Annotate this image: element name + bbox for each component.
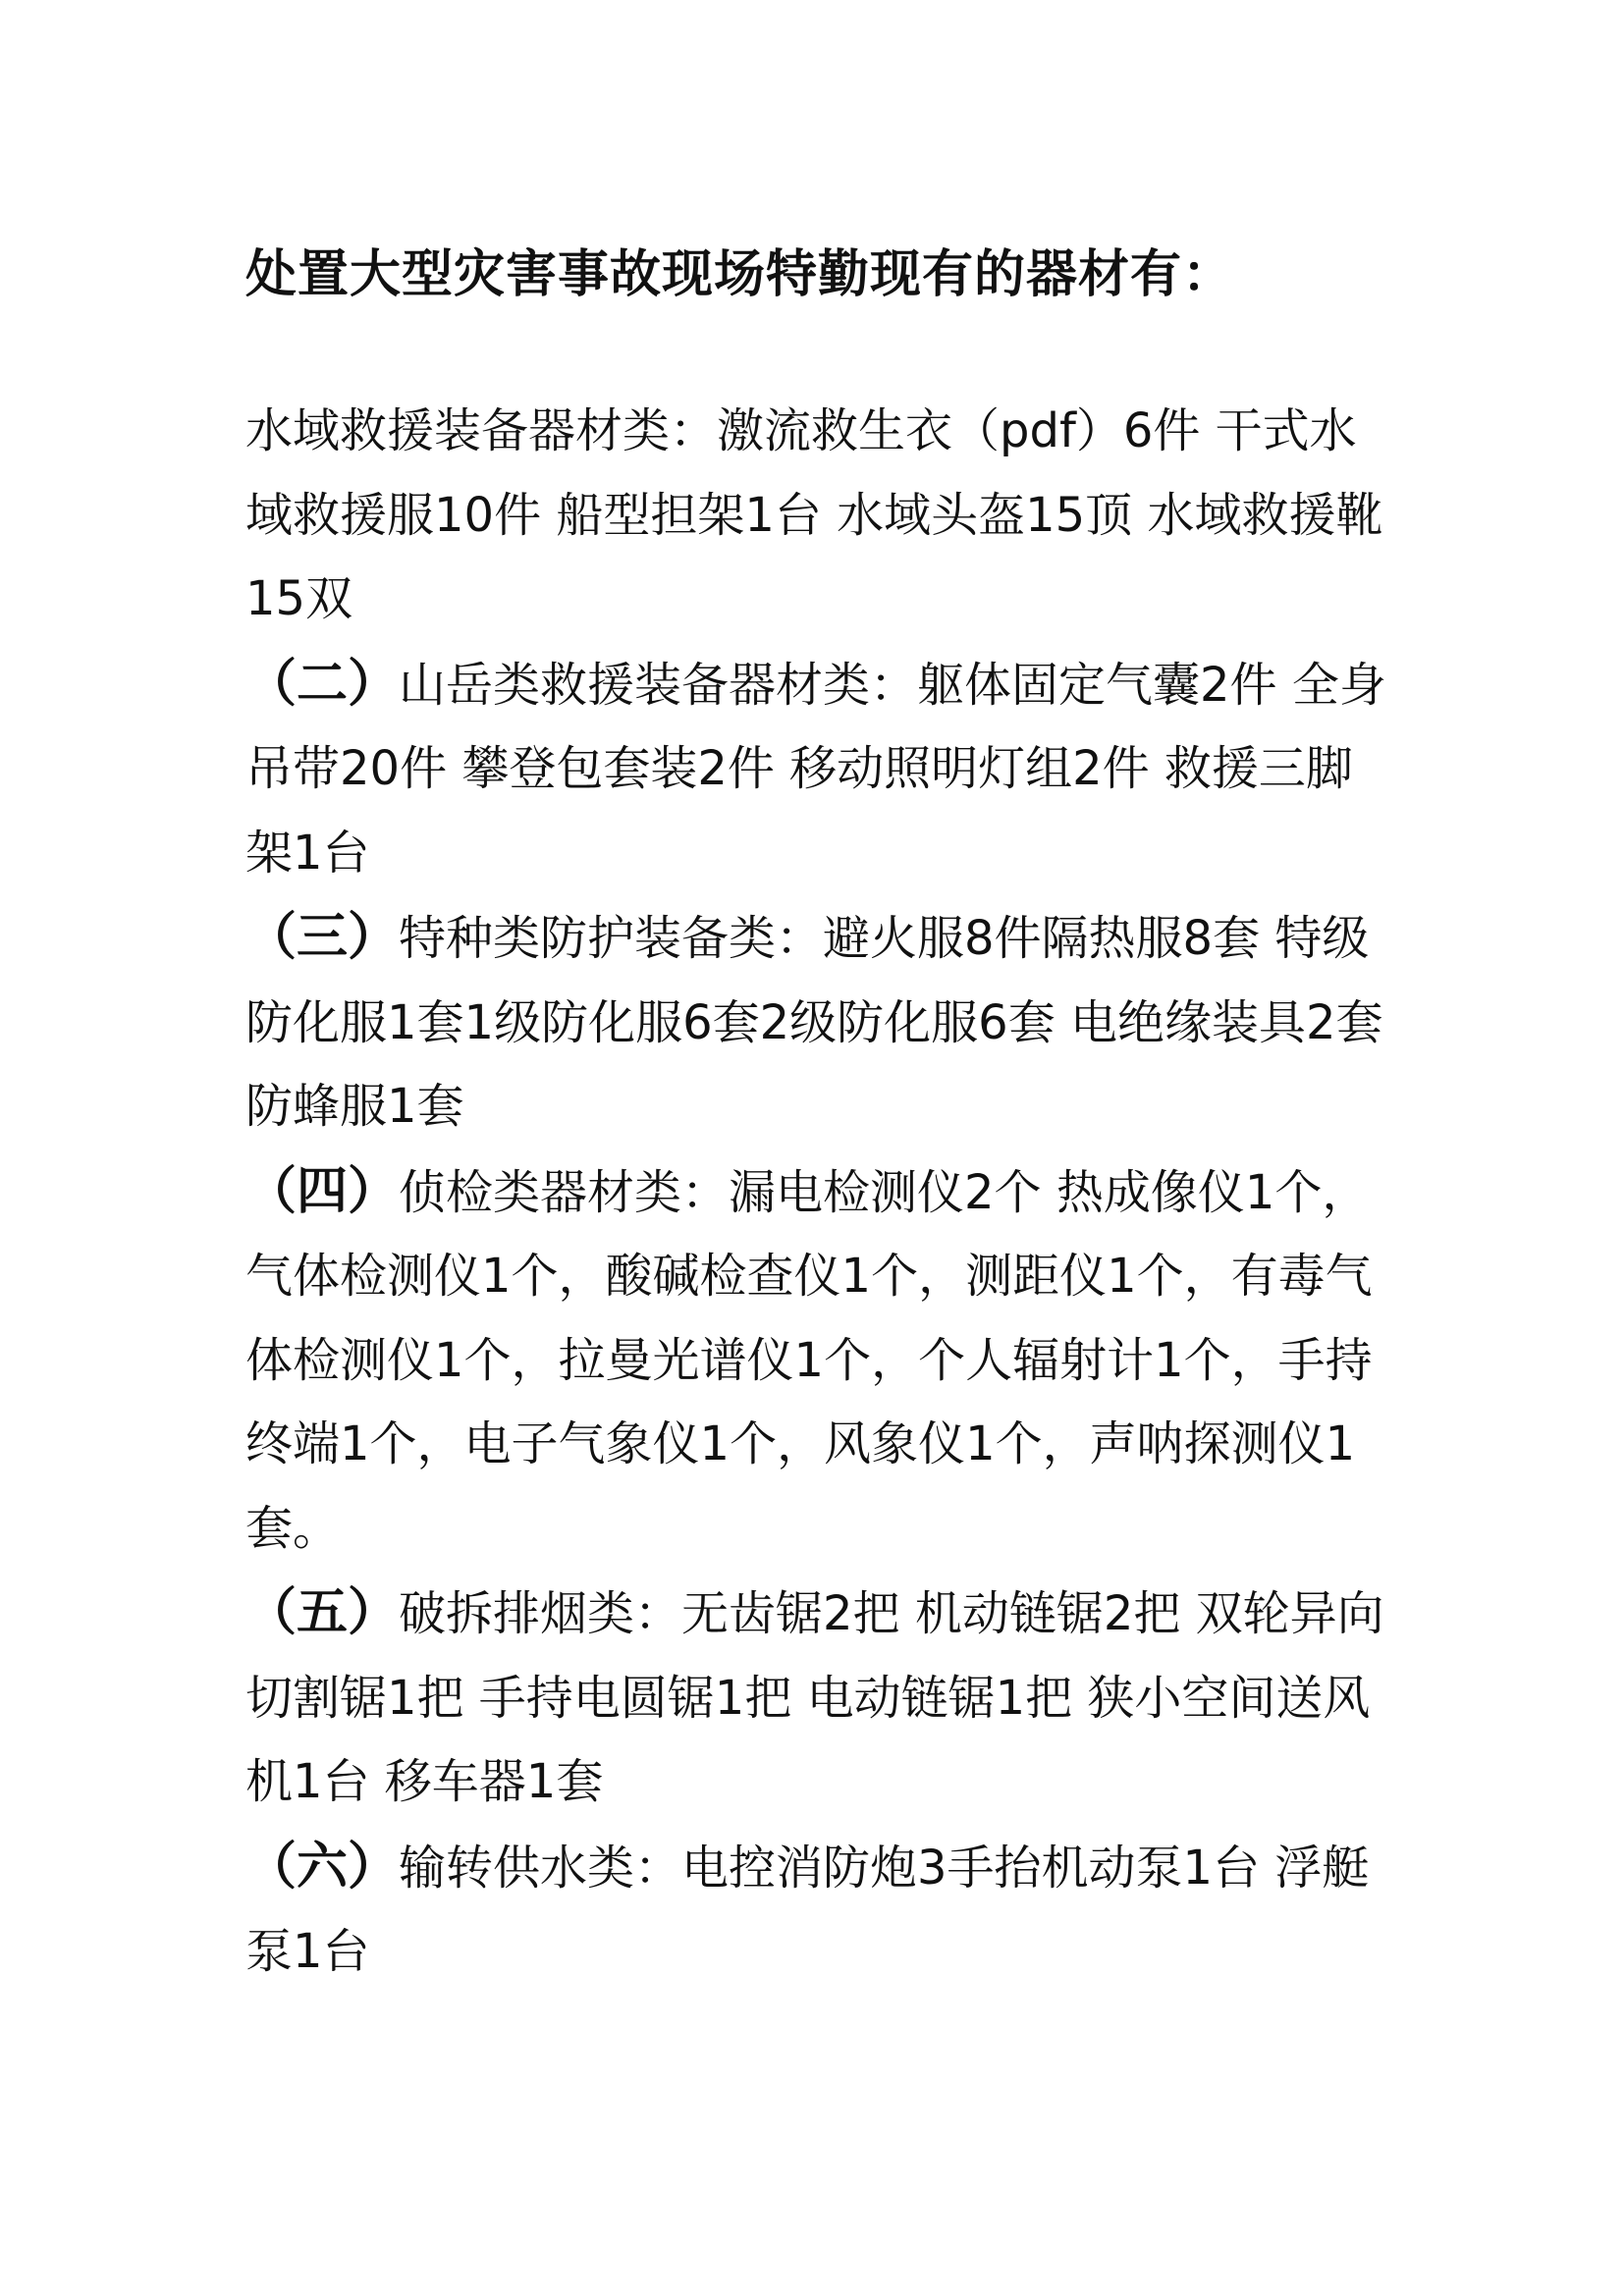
section-heading: （三） <box>245 907 400 967</box>
section-text: 破拆排烟类：无齿锯2把 机动链锯2把 双轮异向切割锯1把 手持电圆锯1把 电动链锯1把 狭小空间送风机1台 移车器1套 <box>245 1586 1384 1809</box>
section-text: 输转供水类：电控消防炮3手抬机动泵1台 浮艇泵1台 <box>245 1840 1370 1979</box>
section-heading: （五） <box>245 1582 400 1642</box>
section-text: 特种类防护装备类：避火服8件隔热服8套 特级防化服1套1级防化服6套2级防化服6套 电绝缘装具2套 防蜂服1套 <box>245 911 1383 1134</box>
section-heading: （六） <box>245 1836 400 1896</box>
section-mountain-rescue <box>245 642 1394 896</box>
section-heading: （二） <box>245 653 400 714</box>
section-text: 山岳类救援装备器材类：躯体固定气囊2件 全身吊带20件 攀登包套装2件 移动照明灯组2件 救援三脚架1台 <box>245 657 1386 881</box>
section-demolition-smoke <box>245 1571 1394 1825</box>
document-page <box>245 236 1394 1995</box>
section-text: 侦检类器材类：漏电检测仪2个 热成像仪1个，气体检测仪1个，酸碱检查仪1个，测距仪1个，有毒气体检测仪1个，拉曼光谱仪1个，个人辐射计1个，手持终端1个，电子气象仪1个，风象仪1个，声呐探测仪1套。 <box>245 1164 1373 1556</box>
section-water-rescue <box>245 388 1394 642</box>
section-detection <box>245 1149 1394 1572</box>
section-special-protection <box>245 895 1394 1149</box>
section-water-supply <box>245 1825 1394 1995</box>
section-heading: （四） <box>245 1160 400 1221</box>
document-title: 处置大型灾害事故现场特勤现有的器材有： <box>245 245 1235 304</box>
section-text: 水域救援装备器材类：激流救生衣（pdf）6件 干式水域救援服10件 船型担架1台 水域头盔15顶 水域救援靴15双 <box>245 403 1383 626</box>
